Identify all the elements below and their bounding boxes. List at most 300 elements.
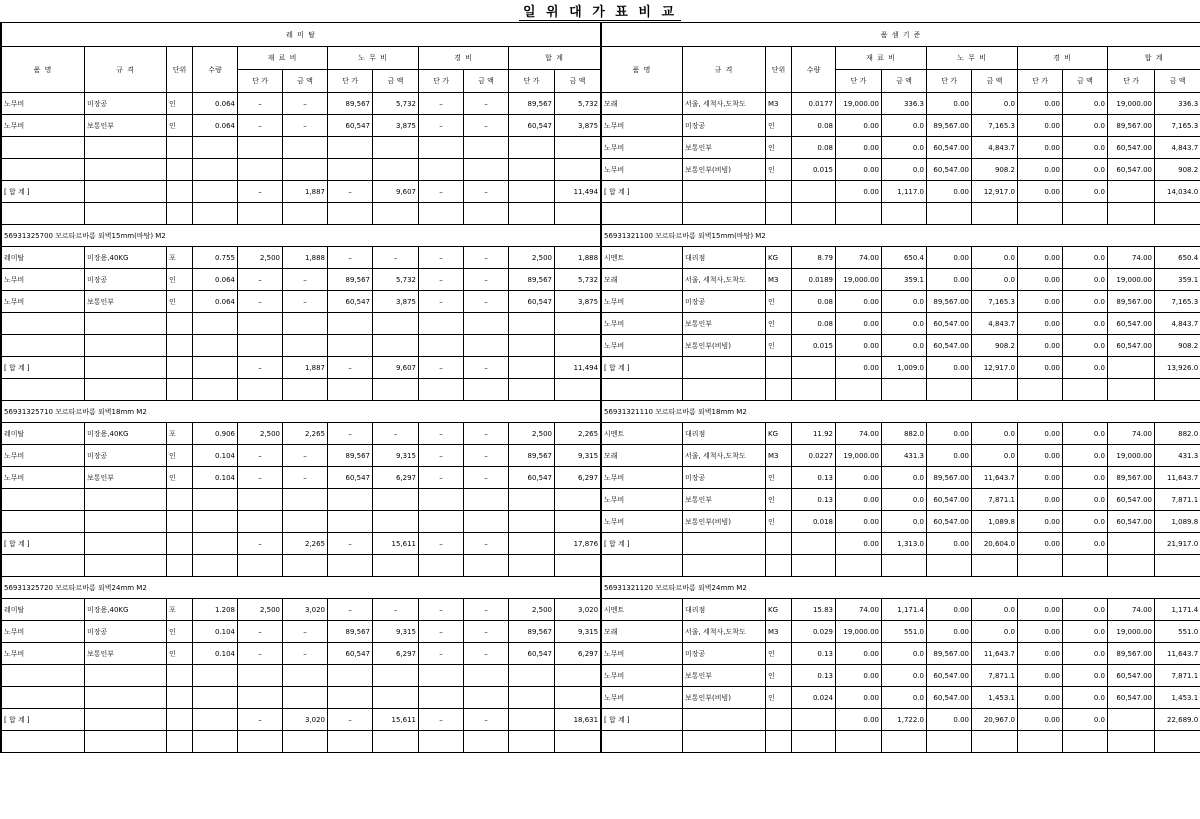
total-unit-price-cell [509, 357, 555, 379]
item-name-cell: [ 합 계 ] [2, 533, 85, 555]
empty-cell [328, 203, 373, 225]
material-unit-price-cell: 74.00 [836, 599, 882, 621]
empty-cell [193, 731, 238, 753]
table-row [602, 137, 1200, 159]
unit-cell: 포 [167, 599, 193, 621]
spec-cell [683, 709, 766, 731]
spec-cell: 미장공 [85, 269, 167, 291]
empty-cell [972, 379, 1018, 401]
expense-unit-price-cell: 0.00 [1018, 643, 1063, 665]
section-title: 56931325700 모르타르바름 외벽15mm(바탕) M2 [2, 225, 601, 247]
empty-cell [328, 555, 373, 577]
empty-cell [555, 159, 601, 181]
total-unit-price-cell [1108, 357, 1155, 379]
blank-row [602, 555, 1200, 577]
expense-unit-price-header: 단 가 [419, 70, 464, 93]
labor-unit-price-cell: 0.00 [927, 93, 972, 115]
empty-cell [85, 731, 167, 753]
material-unit-price-cell: 0.00 [836, 687, 882, 709]
labor-unit-price-cell: 0.00 [927, 533, 972, 555]
total-unit-price-cell: 89,567.00 [1108, 467, 1155, 489]
material-amount-cell: 551.0 [882, 621, 927, 643]
empty-cell [85, 489, 167, 511]
unit-cell: 인 [167, 621, 193, 643]
labor-unit-price-cell: 0.00 [927, 445, 972, 467]
blank-row [2, 555, 601, 577]
col-material-header: 재 료 비 [836, 47, 927, 70]
empty-cell [509, 159, 555, 181]
empty-cell [85, 555, 167, 577]
empty-cell [373, 731, 419, 753]
qty-cell: 0.13 [792, 467, 836, 489]
material-unit-price-cell: – [238, 709, 283, 731]
labor-unit-price-cell: 0.00 [927, 621, 972, 643]
blank-row [602, 203, 1200, 225]
total-unit-price-cell: 60,547.00 [1108, 511, 1155, 533]
spec-cell: 미장용,40KG [85, 247, 167, 269]
labor-amount-header: 금 액 [373, 70, 419, 93]
empty-cell [193, 511, 238, 533]
labor-unit-price-cell: 89,567.00 [927, 291, 972, 313]
empty-cell [882, 731, 927, 753]
item-name-cell: 노무비 [602, 467, 683, 489]
expense-unit-price-cell: 0.00 [1018, 269, 1063, 291]
labor-unit-price-cell: – [328, 357, 373, 379]
item-name-cell: 시멘트 [602, 599, 683, 621]
total-amount-cell: 11,494 [555, 357, 601, 379]
empty-cell [419, 687, 464, 709]
spec-cell [683, 533, 766, 555]
empty-cell [1018, 379, 1063, 401]
empty-cell [683, 379, 766, 401]
spec-cell: 보통인부(비빔) [683, 159, 766, 181]
material-amount-header: 금 액 [882, 70, 927, 93]
table-row [602, 599, 1200, 621]
unit-cell [766, 181, 792, 203]
expense-amount-cell: – [464, 115, 509, 137]
expense-amount-header: 금 액 [1063, 70, 1108, 93]
expense-amount-cell: 0.0 [1063, 159, 1108, 181]
empty-cell [602, 731, 683, 753]
empty-cell [193, 137, 238, 159]
spec-cell: 서울, 세척사,도착도 [683, 93, 766, 115]
table-row [602, 159, 1200, 181]
empty-cell [792, 379, 836, 401]
total-amount-cell: 7,871.1 [1155, 489, 1200, 511]
labor-unit-price-cell: 0.00 [927, 269, 972, 291]
material-amount-cell: 1,171.4 [882, 599, 927, 621]
qty-cell [792, 357, 836, 379]
expense-amount-cell: – [464, 181, 509, 203]
expense-unit-price-cell: 0.00 [1018, 137, 1063, 159]
item-name-cell: [ 합 계 ] [602, 181, 683, 203]
total-unit-price-cell: 60,547.00 [1108, 687, 1155, 709]
empty-cell [1108, 555, 1155, 577]
empty-cell [85, 137, 167, 159]
spec-cell [85, 181, 167, 203]
item-name-cell: [ 합 계 ] [2, 181, 85, 203]
expense-unit-price-cell: 0.00 [1018, 181, 1063, 203]
expense-amount-cell: 0.0 [1063, 269, 1108, 291]
expense-unit-price-cell: – [419, 709, 464, 731]
expense-amount-cell: 0.0 [1063, 357, 1108, 379]
material-amount-cell: 3,020 [283, 709, 328, 731]
expense-amount-cell: 0.0 [1063, 709, 1108, 731]
expense-unit-price-cell: 0.00 [1018, 115, 1063, 137]
unit-cell: 인 [167, 467, 193, 489]
left-heading: 레 미 탈 [2, 23, 601, 47]
expense-unit-price-cell: 0.00 [1018, 621, 1063, 643]
expense-amount-cell: 0.0 [1063, 665, 1108, 687]
material-unit-price-cell: 0.00 [836, 467, 882, 489]
empty-cell [882, 203, 927, 225]
table-row [602, 621, 1200, 643]
empty-cell [85, 511, 167, 533]
labor-unit-price-cell: 60,547.00 [927, 489, 972, 511]
item-name-cell: [ 합 계 ] [602, 357, 683, 379]
empty-cell [464, 137, 509, 159]
total-amount-cell: 2,265 [555, 423, 601, 445]
empty-cell [1155, 555, 1200, 577]
table-row [602, 511, 1200, 533]
section-title-row [602, 225, 1200, 247]
labor-unit-price-cell: 60,547 [328, 643, 373, 665]
qty-cell: 0.08 [792, 137, 836, 159]
section-title-row [602, 401, 1200, 423]
material-unit-price-cell: – [238, 269, 283, 291]
section-title-row [2, 401, 601, 423]
spec-cell: 보통인부 [683, 137, 766, 159]
qty-cell: 11.92 [792, 423, 836, 445]
empty-cell [464, 489, 509, 511]
labor-amount-cell: 3,875 [373, 115, 419, 137]
unit-cell: M3 [766, 269, 792, 291]
spec-cell: 대리점 [683, 247, 766, 269]
right-heading: 품 셈 기 준 [602, 23, 1200, 47]
blank-row [602, 731, 1200, 753]
expense-unit-price-cell: – [419, 621, 464, 643]
spec-cell: 보통인부 [683, 665, 766, 687]
empty-cell [464, 313, 509, 335]
labor-amount-cell: 0.0 [972, 423, 1018, 445]
table-row [602, 445, 1200, 467]
unit-cell: 인 [766, 467, 792, 489]
material-unit-price-cell: 0.00 [836, 489, 882, 511]
item-name-cell: 노무비 [602, 291, 683, 313]
title-area [0, 0, 1200, 22]
empty-cell [2, 379, 85, 401]
empty-cell [328, 731, 373, 753]
empty-cell [683, 731, 766, 753]
item-name-cell: 레미탈 [2, 247, 85, 269]
total-unit-price-cell: 60,547.00 [1108, 665, 1155, 687]
section-title-row [2, 225, 601, 247]
expense-amount-header: 금 액 [464, 70, 509, 93]
empty-cell [927, 379, 972, 401]
unit-cell: 인 [766, 313, 792, 335]
left-header [2, 23, 601, 93]
material-amount-cell: – [283, 621, 328, 643]
material-unit-price-cell: – [238, 445, 283, 467]
qty-cell: 15.83 [792, 599, 836, 621]
material-amount-cell: 0.0 [882, 489, 927, 511]
empty-cell [167, 511, 193, 533]
empty-cell [373, 511, 419, 533]
total-unit-price-cell: 60,547.00 [1108, 489, 1155, 511]
empty-cell [419, 203, 464, 225]
labor-amount-cell: – [373, 247, 419, 269]
empty-cell [972, 555, 1018, 577]
material-amount-cell: 2,265 [283, 533, 328, 555]
total-amount-cell: 3,875 [555, 291, 601, 313]
col-expense-header: 경 비 [1018, 47, 1108, 70]
empty-cell [972, 731, 1018, 753]
material-unit-price-cell: – [238, 181, 283, 203]
empty-cell [509, 379, 555, 401]
empty-cell [283, 203, 328, 225]
spec-cell [683, 181, 766, 203]
empty-cell [193, 203, 238, 225]
labor-unit-price-cell: 89,567 [328, 93, 373, 115]
table-row [602, 247, 1200, 269]
total-unit-price-cell: 89,567.00 [1108, 115, 1155, 137]
labor-amount-cell: 11,643.7 [972, 467, 1018, 489]
labor-unit-price-cell: 60,547.00 [927, 335, 972, 357]
table-row [2, 467, 601, 489]
empty-cell [193, 665, 238, 687]
empty-cell [328, 687, 373, 709]
expense-amount-cell: – [464, 709, 509, 731]
qty-cell: 0.015 [792, 335, 836, 357]
qty-cell: 0.0177 [792, 93, 836, 115]
labor-amount-cell: 9,315 [373, 621, 419, 643]
empty-cell [2, 203, 85, 225]
item-name-cell: 모래 [602, 93, 683, 115]
expense-unit-price-cell: 0.00 [1018, 467, 1063, 489]
empty-cell [2, 137, 85, 159]
empty-cell [464, 731, 509, 753]
empty-cell [238, 687, 283, 709]
labor-amount-cell: 7,165.3 [972, 115, 1018, 137]
unit-cell: M3 [766, 93, 792, 115]
empty-cell [373, 335, 419, 357]
labor-unit-price-cell: 60,547.00 [927, 665, 972, 687]
labor-amount-cell: 4,843.7 [972, 313, 1018, 335]
empty-cell [683, 203, 766, 225]
table-row [2, 291, 601, 313]
empty-cell [283, 731, 328, 753]
empty-cell [555, 335, 601, 357]
labor-amount-cell: 12,917.0 [972, 357, 1018, 379]
col-labor-header: 노 무 비 [927, 47, 1018, 70]
empty-cell [509, 687, 555, 709]
empty-cell [419, 731, 464, 753]
empty-cell [555, 511, 601, 533]
expense-amount-cell: 0.0 [1063, 643, 1108, 665]
expense-unit-price-cell: 0.00 [1018, 423, 1063, 445]
expense-amount-cell: 0.0 [1063, 291, 1108, 313]
expense-unit-price-cell: 0.00 [1018, 599, 1063, 621]
expense-unit-price-cell: – [419, 467, 464, 489]
spec-cell: 미장공 [85, 445, 167, 467]
empty-cell [555, 203, 601, 225]
empty-cell [927, 203, 972, 225]
labor-unit-price-cell: – [328, 599, 373, 621]
unit-cell: 포 [167, 247, 193, 269]
empty-cell [167, 203, 193, 225]
item-name-cell: [ 합 계 ] [602, 533, 683, 555]
total-amount-cell: 9,315 [555, 621, 601, 643]
table-row [602, 115, 1200, 137]
total-unit-price-cell: 19,000.00 [1108, 269, 1155, 291]
empty-cell [328, 379, 373, 401]
total-amount-cell: 908.2 [1155, 159, 1200, 181]
left-pane-remital [0, 22, 601, 753]
total-unit-price-cell: 19,000.00 [1108, 621, 1155, 643]
empty-cell [464, 335, 509, 357]
spec-cell: 보통인부 [85, 115, 167, 137]
total-amount-cell: 336.3 [1155, 93, 1200, 115]
labor-unit-price-cell: – [328, 423, 373, 445]
material-amount-cell: 1,722.0 [882, 709, 927, 731]
empty-cell [1155, 203, 1200, 225]
empty-cell [373, 555, 419, 577]
item-name-cell: [ 합 계 ] [2, 709, 85, 731]
empty-cell [927, 731, 972, 753]
empty-cell [167, 489, 193, 511]
spec-cell [683, 357, 766, 379]
empty-cell [238, 159, 283, 181]
material-amount-cell: 336.3 [882, 93, 927, 115]
blank-row [2, 665, 601, 687]
labor-amount-cell: 0.0 [972, 93, 1018, 115]
material-unit-price-cell: – [238, 93, 283, 115]
labor-amount-cell: 908.2 [972, 335, 1018, 357]
empty-cell [509, 731, 555, 753]
blank-row [602, 379, 1200, 401]
total-unit-price-cell: 74.00 [1108, 599, 1155, 621]
item-name-cell: 노무비 [602, 687, 683, 709]
material-amount-cell: – [283, 643, 328, 665]
empty-cell [328, 313, 373, 335]
total-amount-cell: 359.1 [1155, 269, 1200, 291]
total-amount-cell: 21,917.0 [1155, 533, 1200, 555]
empty-cell [2, 665, 85, 687]
empty-cell [328, 665, 373, 687]
empty-cell [766, 731, 792, 753]
item-name-cell: 노무비 [2, 643, 85, 665]
labor-unit-price-cell: 89,567.00 [927, 115, 972, 137]
empty-cell [193, 335, 238, 357]
empty-cell [283, 511, 328, 533]
total-amount-cell: 11,643.7 [1155, 467, 1200, 489]
total-unit-price-cell: 89,567.00 [1108, 643, 1155, 665]
material-amount-cell: – [283, 269, 328, 291]
expense-unit-price-cell: 0.00 [1018, 335, 1063, 357]
qty-cell [193, 357, 238, 379]
labor-unit-price-cell: 0.00 [927, 599, 972, 621]
labor-unit-price-cell: 89,567.00 [927, 467, 972, 489]
item-name-cell: 노무비 [2, 445, 85, 467]
empty-cell [1155, 731, 1200, 753]
expense-amount-cell: 0.0 [1063, 489, 1108, 511]
qty-cell [193, 533, 238, 555]
unit-cell: 인 [766, 291, 792, 313]
material-unit-price-cell: 0.00 [836, 511, 882, 533]
item-name-cell: 시멘트 [602, 247, 683, 269]
total-amount-cell: 22,689.0 [1155, 709, 1200, 731]
empty-cell [193, 555, 238, 577]
total-unit-price-cell: 19,000.00 [1108, 93, 1155, 115]
qty-cell [792, 181, 836, 203]
expense-amount-cell: 0.0 [1063, 335, 1108, 357]
qty-cell: 0.029 [792, 621, 836, 643]
unit-cell: 인 [766, 159, 792, 181]
labor-amount-cell: 908.2 [972, 159, 1018, 181]
material-amount-cell: 0.0 [882, 291, 927, 313]
item-name-cell: 노무비 [602, 511, 683, 533]
empty-cell [555, 313, 601, 335]
material-unit-price-cell: – [238, 643, 283, 665]
qty-cell: 0.064 [193, 291, 238, 313]
item-name-cell: 노무비 [602, 335, 683, 357]
spec-cell: 서울, 세척사,도착도 [683, 269, 766, 291]
empty-cell [283, 313, 328, 335]
blank-row [2, 335, 601, 357]
unit-cell: 인 [167, 115, 193, 137]
item-name-cell: 노무비 [602, 665, 683, 687]
table-row [602, 181, 1200, 203]
expense-amount-cell: 0.0 [1063, 467, 1108, 489]
total-amount-cell: 1,089.8 [1155, 511, 1200, 533]
qty-cell: 0.08 [792, 115, 836, 137]
right-table [601, 22, 1200, 753]
expense-amount-cell: – [464, 445, 509, 467]
total-amount-cell: 11,643.7 [1155, 643, 1200, 665]
empty-cell [283, 489, 328, 511]
expense-amount-cell: – [464, 643, 509, 665]
qty-cell: 0.024 [792, 687, 836, 709]
empty-cell [167, 665, 193, 687]
material-amount-cell: – [283, 445, 328, 467]
col-unit-header: 단위 [167, 47, 193, 93]
item-name-cell: 노무비 [2, 621, 85, 643]
section-title-row [602, 577, 1200, 599]
empty-cell [85, 313, 167, 335]
material-amount-cell: 3,020 [283, 599, 328, 621]
labor-amount-cell: 6,297 [373, 467, 419, 489]
qty-cell: 0.755 [193, 247, 238, 269]
empty-cell [167, 335, 193, 357]
material-unit-price-cell: 19,000.00 [836, 621, 882, 643]
material-unit-price-cell: 2,500 [238, 247, 283, 269]
empty-cell [419, 665, 464, 687]
blank-row [2, 379, 601, 401]
spec-cell: 서울, 세척사,도착도 [683, 445, 766, 467]
item-name-cell: 모래 [602, 621, 683, 643]
empty-cell [1108, 203, 1155, 225]
material-amount-cell: 0.0 [882, 511, 927, 533]
empty-cell [238, 313, 283, 335]
empty-cell [766, 203, 792, 225]
total-unit-price-cell [509, 533, 555, 555]
empty-cell [2, 511, 85, 533]
expense-amount-cell: 0.0 [1063, 93, 1108, 115]
right-header [602, 23, 1200, 93]
expense-amount-cell: 0.0 [1063, 247, 1108, 269]
empty-cell [167, 555, 193, 577]
empty-cell [167, 137, 193, 159]
